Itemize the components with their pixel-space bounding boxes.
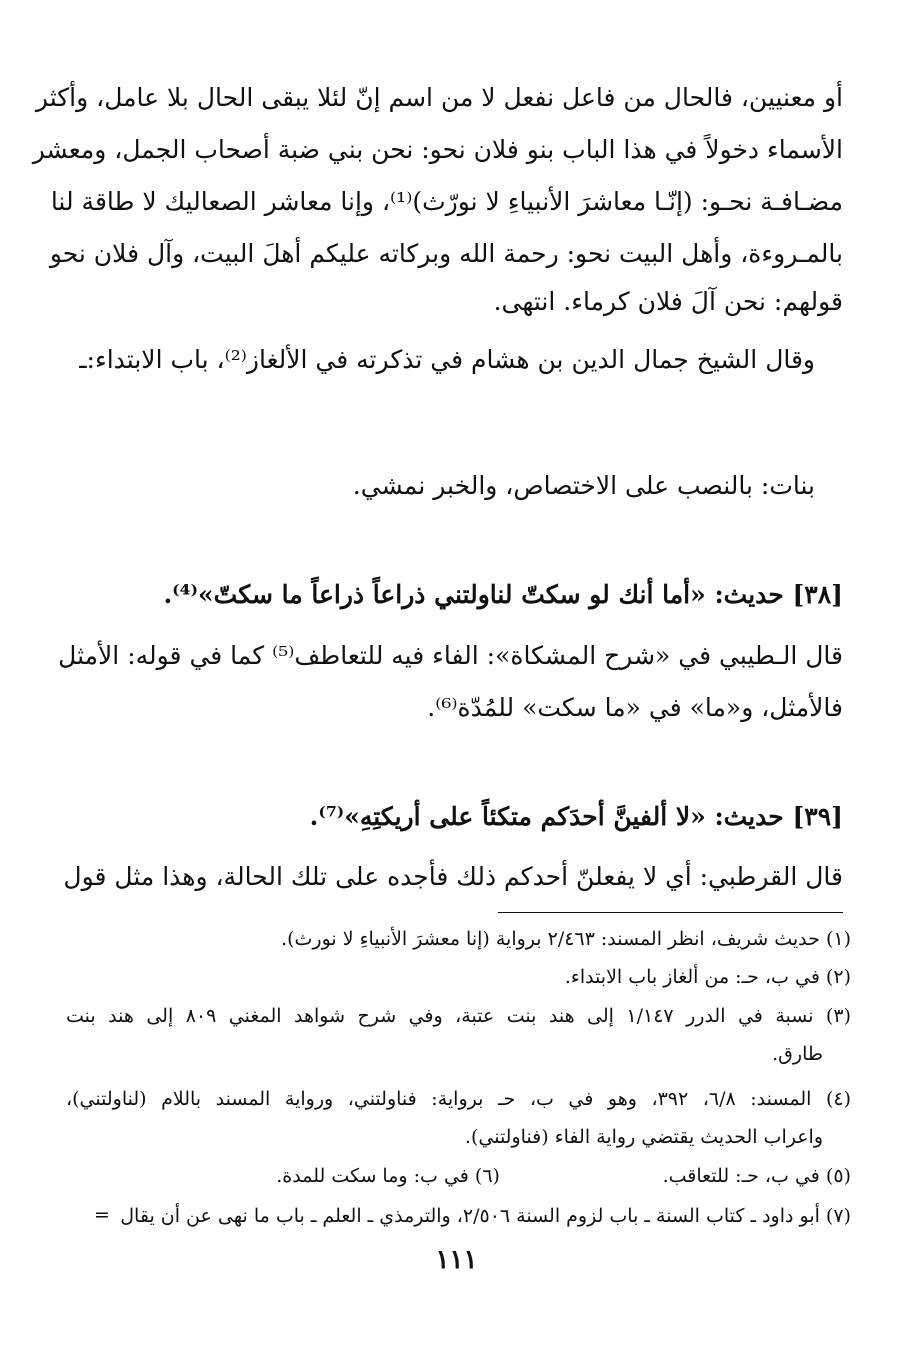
footnote-4-cont: واعراب الحديث يقتضي رواية الفاء (فناولتني). [464,1126,823,1148]
footnote-row-5-6 [66,1160,851,1192]
continuation-mark: = [94,1204,110,1226]
footnote-2: (٢) في ب، حـ: من ألغاز باب الابتداء. [564,966,851,988]
footnote-7: (٧) أبو داود ـ كتاب السنة ـ باب لزوم السنة ٢/٥٠٦، والترمذي ـ العلم ـ باب ما نهى عن أن يقال [120,1205,851,1227]
body-line: قال الـطيبي في «شرح المشكاة»: الفاء فيه للتعاطف⁽⁵⁾ كما في قوله: الأمثل [58,641,843,670]
hadith-heading-38: [٣٨] حديث: «أما أنك لو سكتّ لناولتني ذراعاً ذراعاً ما سكتّ»⁽⁴⁾. [163,580,843,609]
footnote-separator [498,912,843,913]
footnote-5: (٥) في ب، حـ: للتعاقب. [662,1165,851,1187]
footnote-1: (١) حديث شريف، انظر المسند: ٢/٤٦٣ برواية (إنا معشرَ الأنبياءِ لا نورث). [281,928,851,950]
hadith-heading-39: [٣٩] حديث: «لا ألفينَّ أحدَكم متكئاً على أريكتِهِ»⁽⁷⁾. [309,802,843,831]
footnote-3-cont: طارق. [772,1043,823,1065]
body-line: فالأمثل، و«ما» في «ما سكت» للمُدّة⁽⁶⁾. [427,693,843,722]
footnote-6: (٦) في ب: وما سكت للمدة. [276,1165,500,1187]
footnote-3: (٣) نسبة في الدرر ١/١٤٧ إلى هند بنت عتبة، وفي شرح شواهد المغني ٨٠٩ إلى هند بنت [66,1005,851,1027]
body-line: قولهم: نحن آلَ فلان كرماء. انتهى. [493,287,843,316]
page-number: ١١١ [435,1245,478,1275]
body-line: بالمـروءة، وأهل البيت نحو: رحمة الله وبركاته عليكم أهلَ البيت، وآل فلان نحو [49,239,843,268]
body-line: أو معنيين، فالحال من فاعل نفعل لا من اسم إنّ لئلا يبقى الحال بلا عامل، وأكثر [35,83,843,112]
body-line: بنات: بالنصب على الاختصاص، والخبر نمشي. [352,471,815,500]
body-line: مضـافـة نحـو: (إنّـا معاشرَ الأنبياءِ لا نورّث)⁽¹⁾، وإنا معاشر الصعاليك لا طاقة لنا [50,187,843,216]
body-line: الأسماء دخولاً في هذا الباب بنو فلان نحو: نحن بني ضبة أصحاب الجمل، ومعشر [32,135,843,164]
footnote-4: (٤) المسند: ٦/٨، ٣٩٢، وهو في ب، حـ برواية: فناولتني، ورواية المسند باللام (لناولتني)، [66,1088,851,1110]
body-line: وقال الشيخ جمال الدين بن هشام في تذكرته في الألغاز⁽²⁾، باب الابتداء:ـ [79,345,815,374]
body-line: قال القرطبي: أي لا يفعلنّ أحدكم ذلك فأجده على تلك الحالة، وهذا مثل قول [63,862,843,891]
